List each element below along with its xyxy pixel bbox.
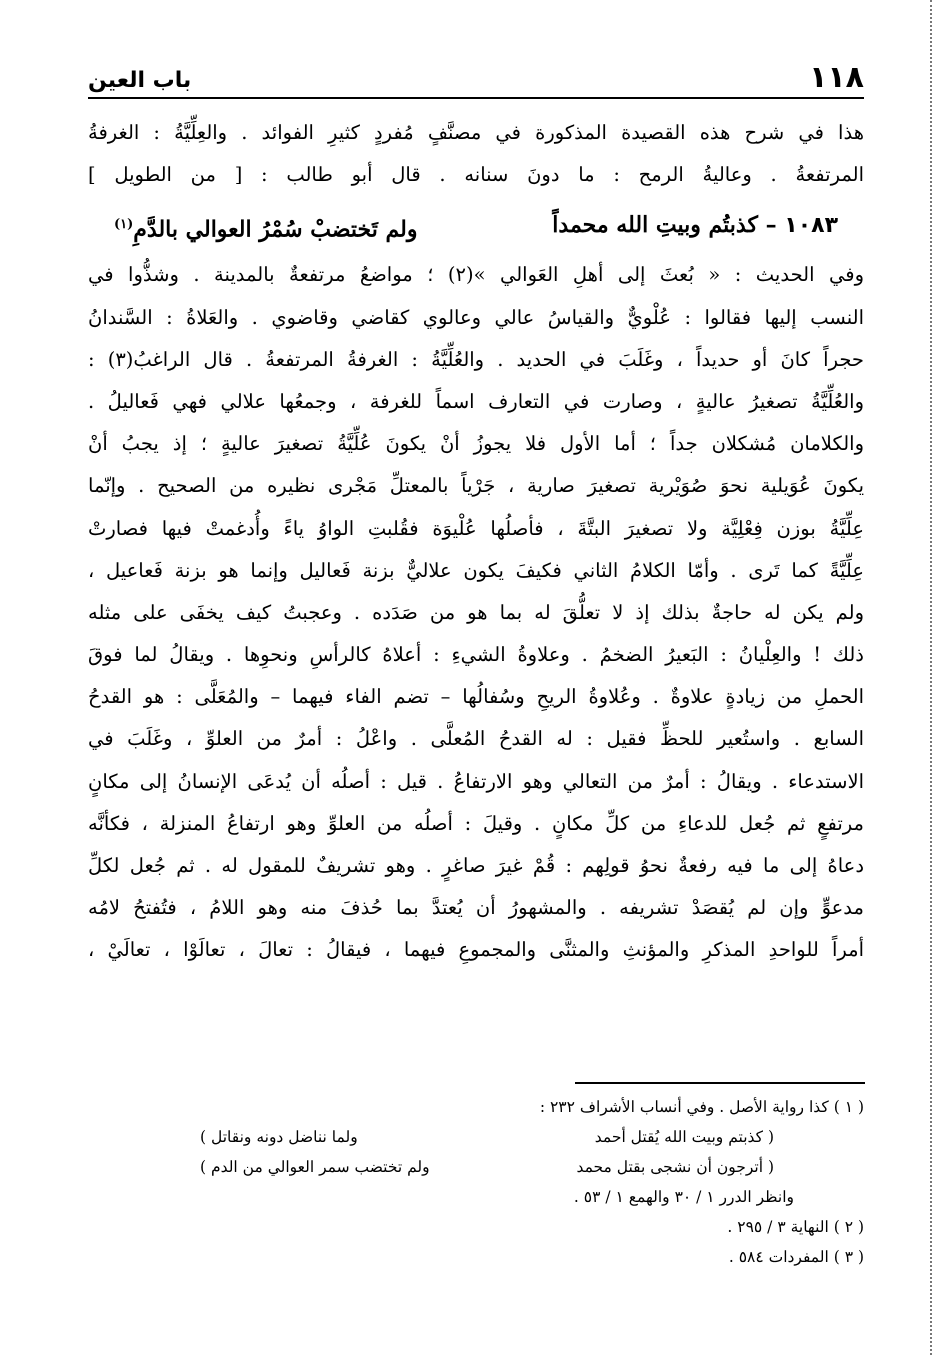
text-line: مدعوٍّ وإن لم يُقصَدْ تشريفه . والمشهورُ أن يُعتدَّ بما حُذفَ منه وهو اللامُ ، فتُفتحُ لامُه [88, 896, 864, 920]
text-line: والعُلِّيَّةُ تصغيرُ عاليةٍ ، وصارت في التعارف اسماً للغرفة ، وجمعُها علالي فهي فَعاليلُ . [88, 389, 864, 413]
text-line: عِلِّيَّةً كما تَرى . وأمّا الكلامُ الثاني فكيفَ يكون علاليٌّ بزنة فَعاليل وإنما هو بزنة فَعاعيل ، [88, 558, 864, 582]
running-title: باب العين [88, 68, 192, 93]
header-rule [88, 97, 864, 99]
verse-footnote-ref: (١) [114, 217, 134, 233]
footnote-1-ref: وانظر الدرر ١ / ٣٠ والهمع ١ / ٥٣ . [573, 1188, 794, 1206]
text-line: والكلامان مُشكلان جداً ؛ أما الأول فلا يجوزُ أنْ يكونَ عُلِّيَّةُ تصغيرَ عاليةٍ ؛ إذ يجبُ أنْ [88, 432, 864, 456]
footnote-verse-part: ولم تختضب سمر العوالي من الدم ) [200, 1158, 430, 1176]
verse-first-hemistich [552, 196, 838, 254]
text-line: يكونَ عُوَيلية نحوَ صُوَيْرية تصغيرَ صارية ، جَرْياً بالمعتلِّ مَجْرى نظيره من الصحيح . وإنّما [88, 474, 864, 498]
footnote-verse-part: ( كذبتم وبيت الله يُقتل أحمد [594, 1128, 774, 1146]
footnote-verse-part: ( أترجون أن نشجى بقتل محمد [576, 1158, 774, 1176]
text-line: وفي الحديث : « بُعثَ إلى أهلِ العَوالي »(٢) ؛ مواضعُ مرتفعةٌ بالمدينة . وشذُّوا في [88, 263, 864, 287]
footnote-1: ( ١ ) كذا رواية الأصل . وفي أنساب الأشراف ٢٣٢ : [539, 1098, 864, 1116]
verse-hemistich-2: ولم تَختضبْ سُمْرُ العوالي بالدَّمِ [133, 216, 418, 243]
footnote-rule [575, 1082, 865, 1084]
page-header [88, 56, 864, 96]
text-line: الحملِ من زيادةٍ علاوةٌ . وعُلاوةُ الريحِ وسُفالُها – تضم الفاء فيهما – والمُعَلَّى : هو القدحُ [88, 685, 864, 709]
text-line: مرتفعٍ ثم جُعل للدعاءِ من كلِّ مكانٍ . وقيلَ : أصلُه من العلوِّ وهو ارتفاعُ المنزلة ، فكأنَّه [88, 811, 864, 835]
text-line: الاستدعاء . ويقالُ : أمرٌ من التعالي وهو الارتفاعُ . قيل : أصلُه أن يُدعَى الإنسانُ إلى مكانٍ [88, 769, 864, 793]
text-line: السابع . واستُعير للحظِّ فقيل : له القدحُ المُعلَّى . واعْلُ : أمرٌ من العلوِّ ، وغَلَبَ في [88, 727, 864, 751]
verse-second-hemistich [114, 196, 417, 254]
footnote-1-verse-2 [200, 1152, 864, 1182]
verse-number: ١٠٨٣ [784, 213, 838, 239]
footnotes [200, 1092, 864, 1272]
text-line: عِلِّيَّةُ بوزن فِعْلِيَّة ولا تصغيرَ البتَّةَ ، فأصلُها عُلْيوَة فقُلبتِ الواوُ ياءً وأُدغمتْ فيها فصارتْ [88, 516, 864, 540]
footnote-1-verse-1 [200, 1122, 864, 1152]
text-line: ذلك ! والعِلْيانُ : البَعيرُ الضخمُ . وعلاوةُ الشيءِ : أعلاهُ كالرأسِ ونحوِها . ويقالُ لما فوقَ [88, 643, 864, 667]
page-edge [930, 0, 932, 1355]
main-text [88, 112, 864, 972]
text-line: حجراً كانَ أو حديداً ، وغَلَبَ في الحديد . والعُلِّيَّةُ : الغرفةُ المرتفعةُ . قال الراغبُ(٣) : [88, 347, 864, 371]
footnote-verse-part: ولما نناضل دونه ونقاتل ) [200, 1128, 358, 1146]
verse-line [88, 196, 864, 254]
verse-hemistich-1: كذبتُم وبيتِ الله محمداً [552, 212, 758, 239]
page-number: ١١٨ [809, 60, 864, 95]
text-line: أمراً للواحدِ المذكرِ والمؤنثِ والمثنَّى والمجموعِ فيهما ، فيقالُ : تعالَ ، تعالَوْا ، تعالَيْ ، [88, 938, 864, 962]
text-line: ولم يكن له حاجةٌ بذلك إذ لا تعلُّقَ له بما هو من صَدَده . وعجبتُ كيف يخفَى على مثله [88, 600, 864, 624]
footnote-3: ( ٣ ) المفردات ٥٨٤ . [728, 1248, 864, 1266]
text-line: المرتفعةُ . وعاليةُ الرمح : ما دونَ سنانه . قال أبو طالب : [ من الطويل ] [88, 163, 864, 187]
text-line: النسب إليها فقالوا : عُلْويٌّ والقياسُ عالي وعالوي كقاضي وقاضوي . والعَلاةُ : السَّندانُ [88, 305, 864, 329]
verse-dash: – [757, 212, 777, 239]
text-line: هذا في شرح هذه القصيدة المذكورة في مصنَّفٍ مُفردٍ كثيرِ الفوائد . والعِلِّيَّةُ : الغرفةُ [88, 121, 864, 144]
text-line: دعاهُ إلى ما فيه رفعةٌ نحوُ قولِهم : قُمْ غيرَ صاغرٍ . وهو تشريفٌ للمقول له . ثم جُعل لكلِّ [88, 854, 864, 877]
footnote-2: ( ٢ ) النهاية ٣ / ٢٩٥ . [727, 1218, 864, 1236]
